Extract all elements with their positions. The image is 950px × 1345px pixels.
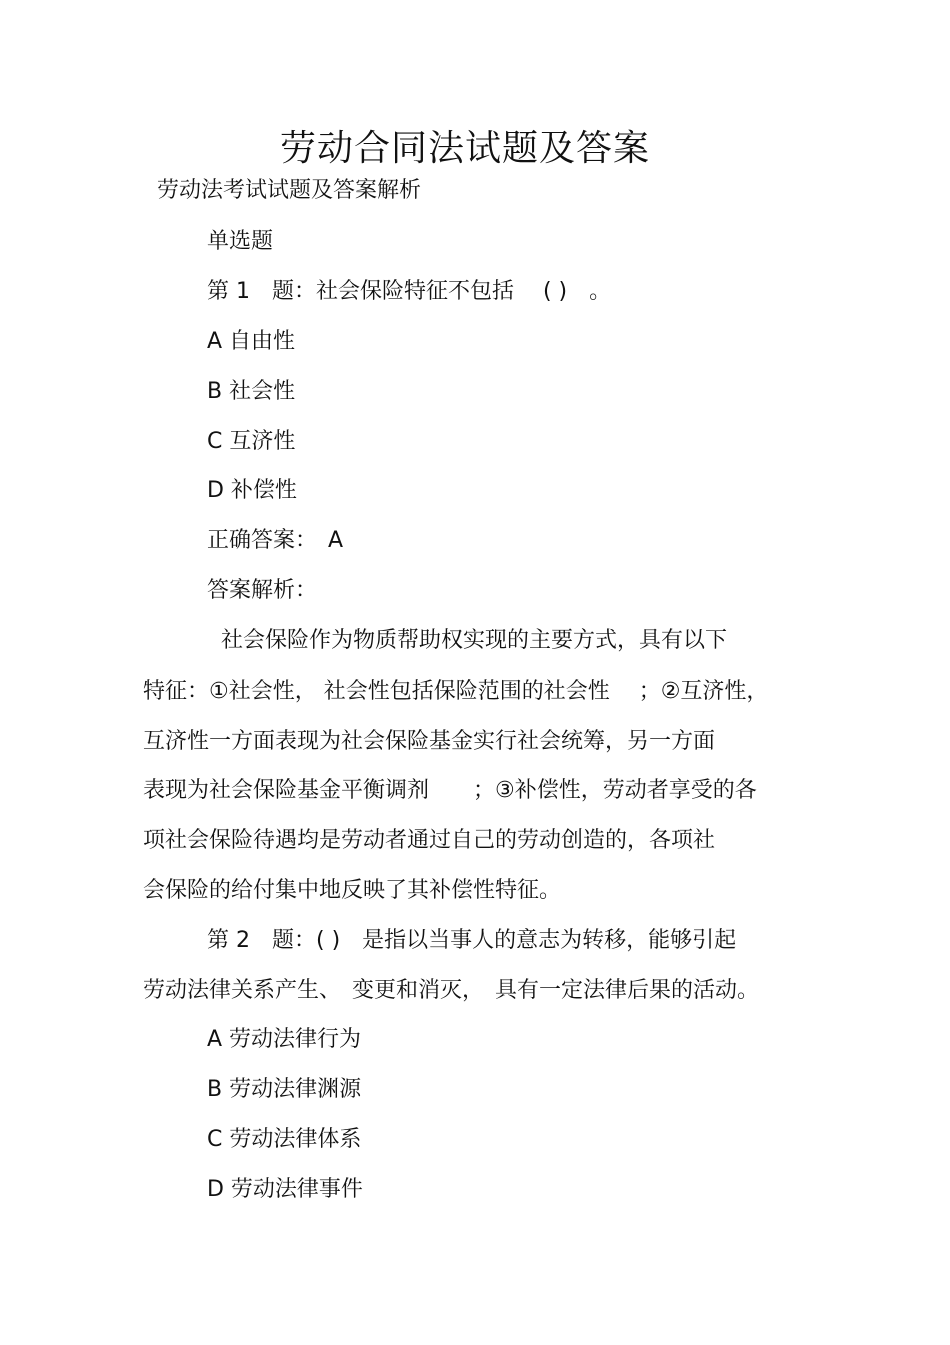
section-heading: 单选题 xyxy=(207,229,274,254)
question-2-option-a: A 劳动法律行为 xyxy=(207,1027,362,1052)
question-1-option-a: A 自由性 xyxy=(207,329,296,354)
question-2-option-d: D 劳动法律事件 xyxy=(207,1177,363,1202)
question-2-option-c: C 劳动法律体系 xyxy=(207,1127,362,1152)
question-1-analysis-label: 答案解析： xyxy=(207,578,318,603)
question-1-option-d: D 补偿性 xyxy=(207,478,297,503)
analysis-line: 项社会保险待遇均是劳动者通过自己的劳动创造的，各项社 xyxy=(143,828,716,853)
question-2-stem-line: 第 2 题：( ) 是指以当事人的意志为转移，能够引起 xyxy=(207,928,737,953)
question-1-stem: 第 1 题：社会保险特征不包括 ( ) 。 xyxy=(207,279,612,304)
analysis-line: 表现为社会保险基金平衡调剂 ；③补偿性，劳动者享受的各 xyxy=(143,778,757,803)
question-1-answer: 正确答案： A xyxy=(207,528,344,553)
question-1-option-b: B 社会性 xyxy=(207,379,296,404)
document-title: 劳动合同法试题及答案 xyxy=(279,128,650,169)
question-1-option-c: C 互济性 xyxy=(207,429,296,454)
analysis-line: 互济性一方面表现为社会保险基金实行社会统筹，另一方面 xyxy=(143,729,716,754)
question-2-option-b: B 劳动法律渊源 xyxy=(207,1077,362,1102)
analysis-line: 社会保险作为物质帮助权实现的主要方式，具有以下 xyxy=(221,628,728,653)
analysis-line: 会保险的给付集中地反映了其补偿性特征。 xyxy=(143,878,562,903)
analysis-line: 特征：①社会性， 社会性包括保险范围的社会性 ；②互济性， xyxy=(143,679,769,704)
document-subtitle: 劳动法考试试题及答案解析 xyxy=(157,178,422,203)
question-2-stem-line: 劳动法律关系产生、 变更和消灭， 具有一定法律后果的活动。 xyxy=(143,978,760,1003)
